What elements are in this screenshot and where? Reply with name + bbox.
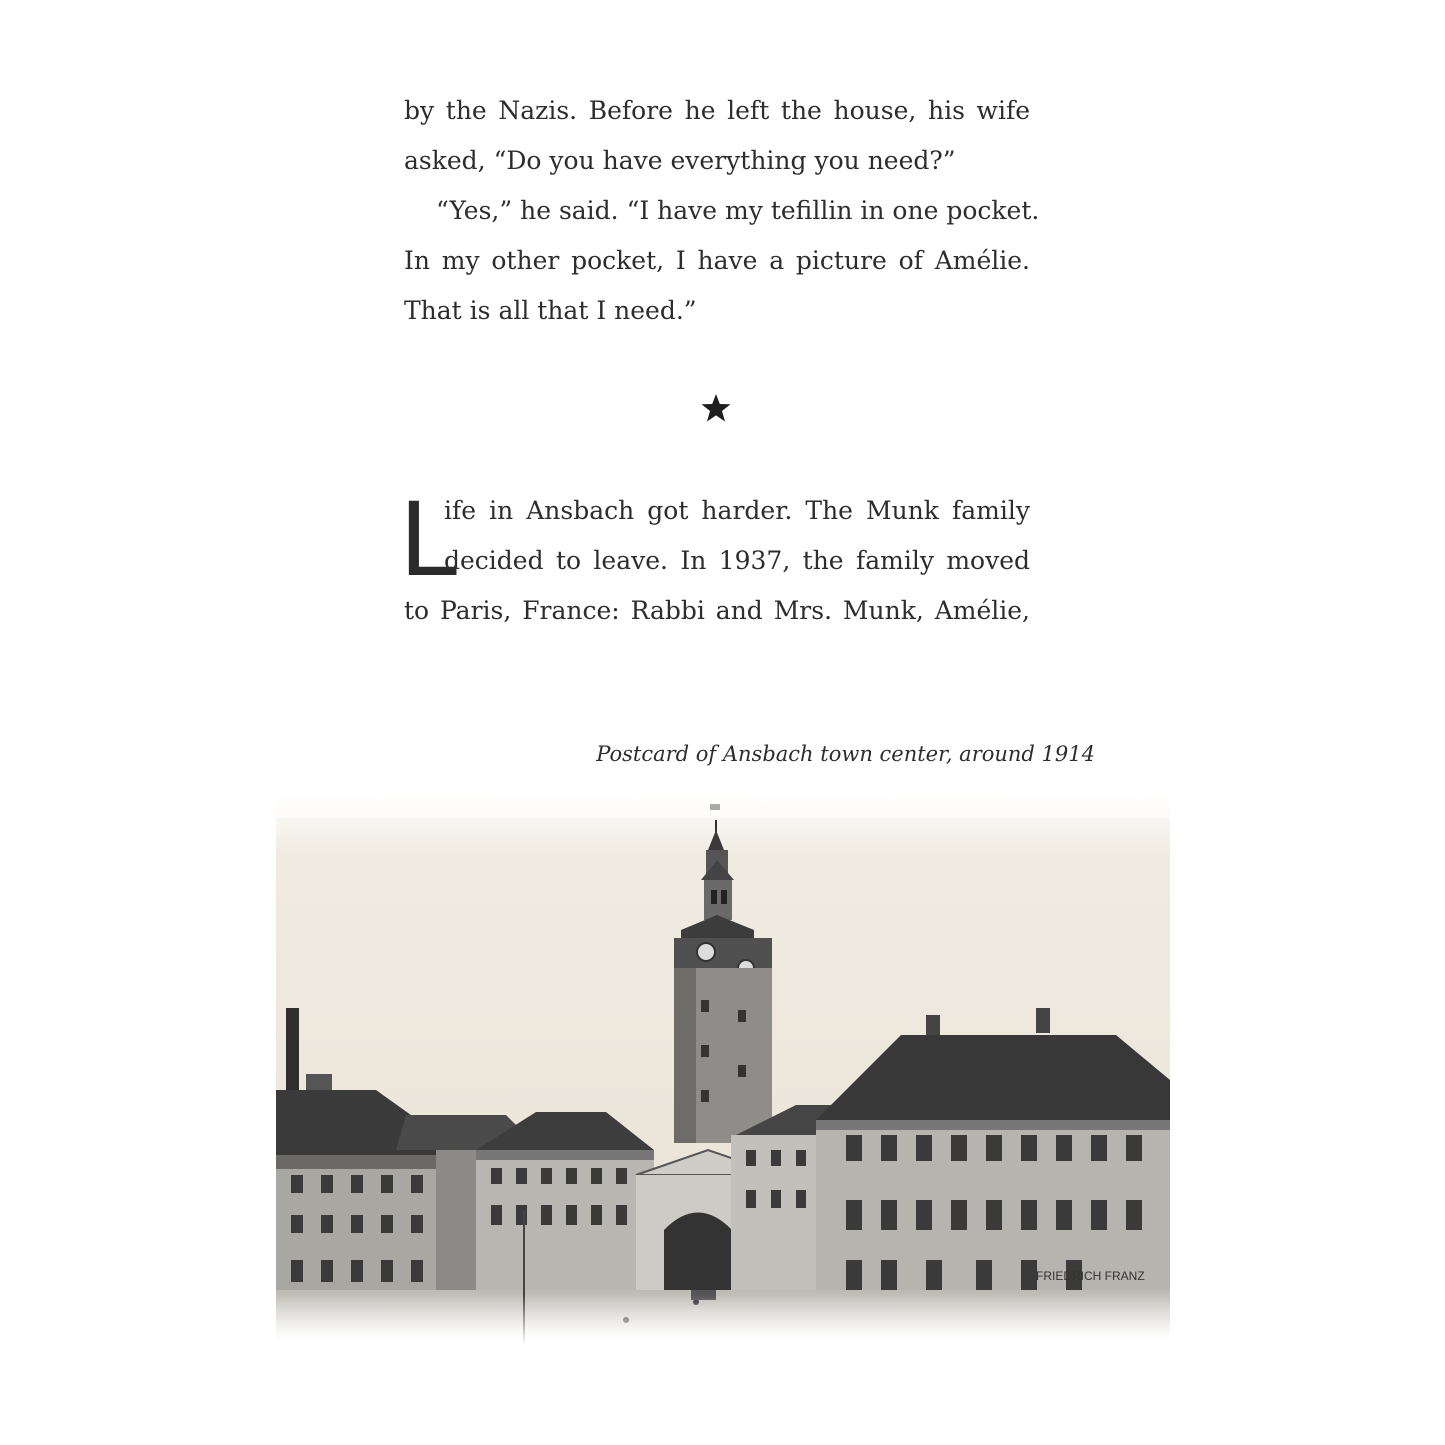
- middle-building: [476, 1112, 654, 1310]
- figure-caption: Postcard of Ansbach town center, around 1914: [596, 742, 1095, 766]
- shop-sign: FRIEDRICH FRANZ: [1036, 1269, 1145, 1283]
- paragraph-1-line-1: by the Nazis. Before he left the house, his wife: [404, 96, 1030, 125]
- paragraph-1-line-4: In my other pocket, I have a picture of Amélie.: [404, 246, 1030, 275]
- drop-cap: L: [400, 477, 461, 598]
- paragraph-1-line-3: “Yes,” he said. “I have my tefillin in one pocket.: [436, 196, 1040, 225]
- paragraph-1: [404, 96, 1040, 336]
- postcard-photo: [276, 790, 1170, 1345]
- paragraph-1-line-5: That is all that I need.”: [404, 296, 697, 325]
- paragraph-2-line-2: decided to leave. In 1937, the family moved: [444, 546, 1030, 575]
- star-icon: [700, 392, 732, 424]
- paragraph-2-line-3: to Paris, France: Rabbi and Mrs. Munk, Amélie,: [404, 596, 1030, 625]
- paragraph-2: [404, 496, 1030, 636]
- paragraph-1-line-2: asked, “Do you have everything you need?”: [404, 146, 956, 175]
- paragraph-2-line-1: ife in Ansbach got harder. The Munk family: [444, 496, 1030, 525]
